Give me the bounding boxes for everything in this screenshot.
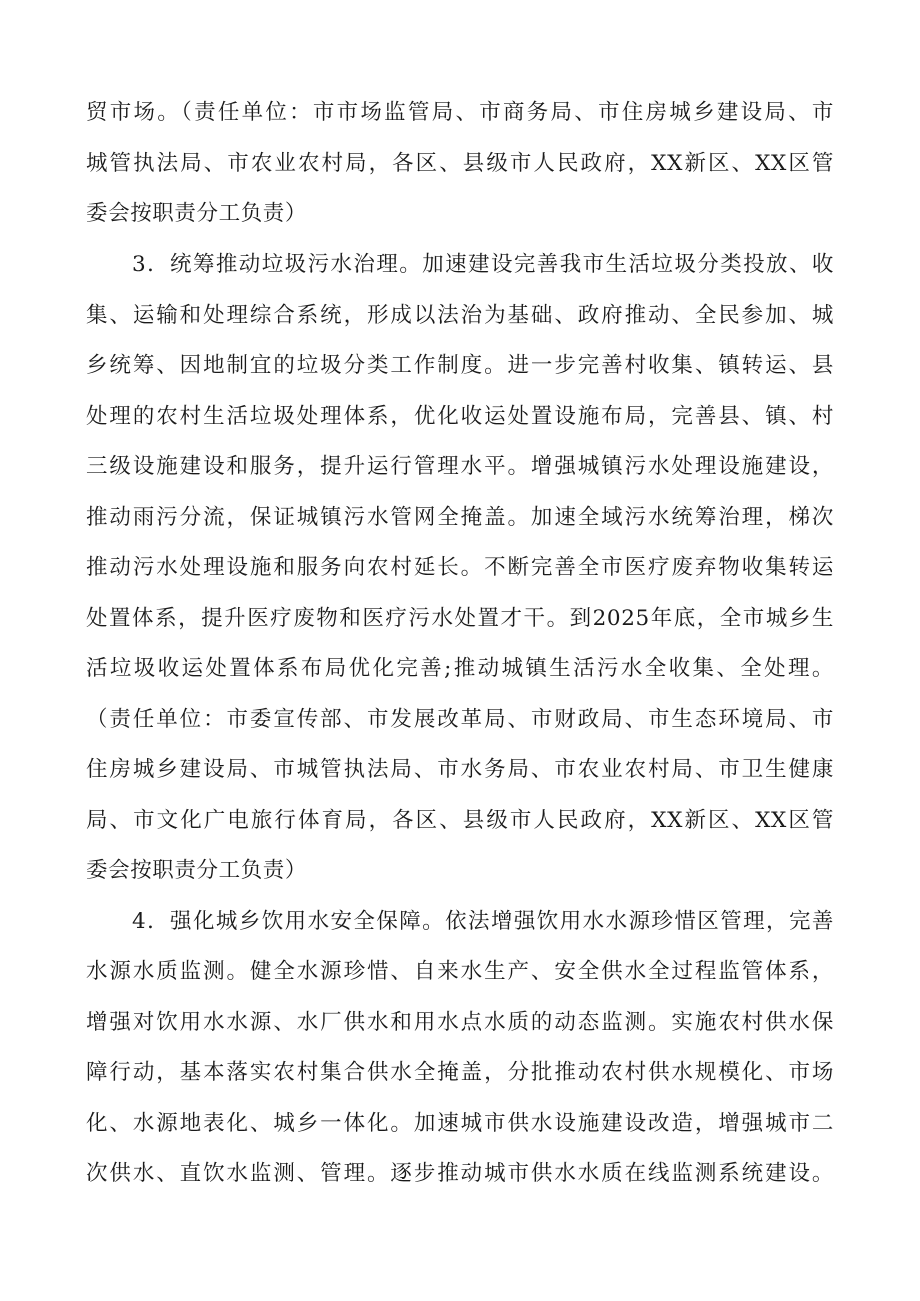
text-line: 三级设施建设和服务，提升运行管理水平。增强城镇污水处理设施建设， <box>86 454 834 479</box>
text-line: 水源水质监测。健全水源珍惜、自来水生产、安全供水全过程监管体系， <box>86 959 834 984</box>
paragraph-heading-line: 4．强化城乡饮用水安全保障。依法增强饮用水水源珍惜区管理，完善 <box>132 909 834 934</box>
text-line: 处置体系，提升医疗废物和医疗污水处置才干。到2025年底，全市城乡生 <box>86 606 834 631</box>
text-line: 委会按职责分工负责） <box>86 858 308 883</box>
text-line: 处理的农村生活垃圾处理体系，优化收运处置设施布局，完善县、镇、村 <box>86 404 834 429</box>
text-line: 化、水源地表化、城乡一体化。加速城市供水设施建设改造，增强城市二 <box>86 1111 834 1136</box>
text-line: 推动污水处理设施和服务向农村延长。不断完善全市医疗废弃物收集转运 <box>86 555 834 580</box>
text-line: 委会按职责分工负责） <box>86 201 308 226</box>
text-line: 次供水、直饮水监测、管理。逐步推动城市供水水质在线监测系统建设。 <box>86 1161 834 1186</box>
text-line: 活垃圾收运处置体系布局优化完善;推动城镇生活污水全收集、全处理。 <box>86 656 834 681</box>
text-line: 住房城乡建设局、市城管执法局、市水务局、市农业农村局、市卫生健康 <box>86 757 834 782</box>
text-line: 城管执法局、市农业农村局，各区、县级市人民政府，XX新区、XX区管 <box>86 151 834 176</box>
text-line: 推动雨污分流，保证城镇污水管网全掩盖。加速全域污水统筹治理，梯次 <box>86 505 834 530</box>
text-line: 障行动，基本落实农村集合供水全掩盖，分批推动农村供水规模化、市场 <box>86 1060 834 1085</box>
text-line: 局、市文化广电旅行体育局，各区、县级市人民政府，XX新区、XX区管 <box>86 808 834 833</box>
text-line: 贸市场。（责任单位：市市场监管局、市商务局、市住房城乡建设局、市 <box>86 100 834 125</box>
text-line: 乡统筹、因地制宜的垃圾分类工作制度。进一步完善村收集、镇转运、县 <box>86 353 834 378</box>
paragraph-heading-line: 3．统筹推动垃圾污水治理。加速建设完善我市生活垃圾分类投放、收 <box>132 252 834 277</box>
text-line: 增强对饮用水水源、水厂供水和用水点水质的动态监测。实施农村供水保 <box>86 1010 834 1035</box>
text-line: （责任单位：市委宣传部、市发展改革局、市财政局、市生态环境局、市 <box>86 707 834 732</box>
text-line: 集、运输和处理综合系统，形成以法治为基础、政府推动、全民参加、城 <box>86 303 834 328</box>
